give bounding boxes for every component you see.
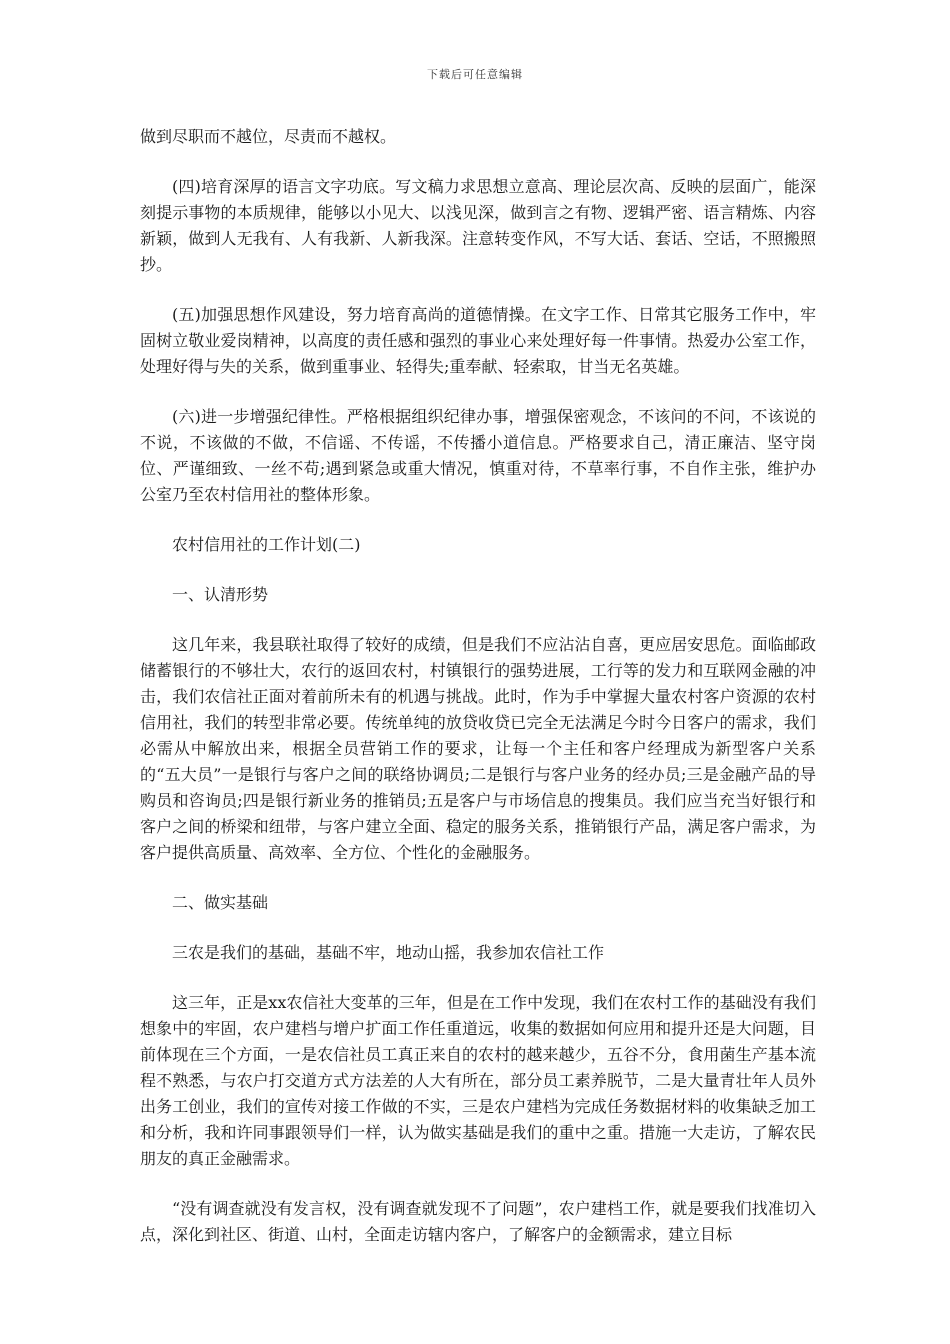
document-subtitle: 农村信用社的工作计划(二) — [172, 535, 361, 554]
paragraph-foundation: 这三年，正是xx农信社大变革的三年，但是在工作中发现，我们在农村工作的基础没有我们想象中的牢固，农户建档与增户扩面工作任重道远，收集的数据如何应用和提升还是大问题，目前体现在三个方面，一是农信社员工真正来自的农村的越来越少，五谷不分，食用菌生产基本流程不熟悉，与农户打交道方式方法差的人大有所在，部分员工素养脱节，二是大量青壮年人员外出务工创业，我们的宣传对接工作做的不实，三是农户建档为完成任务数据材料的收集缺乏加工和分析，我和许同事跟领导们一样，认为做实基础是我们的重中之重。措施一大走访，了解农民朋友的真正金融需求。 — [140, 993, 816, 1168]
paragraph-section-5: (五)加强思想作风建设，努力培育高尚的道德情操。在文字工作、日常其它服务工作中，牢固树立敬业爱岗精神，以高度的责任感和强烈的事业心来处理好每一件事情。热爱办公室工作，处理好得与失的关系，做到重事业、轻得失;重奉献、轻索取，甘当无名英雄。 — [140, 305, 816, 376]
paragraph-section-4: (四)培育深厚的语言文字功底。写文稿力求思想立意高、理论层次高、反映的层面广，能深刻提示事物的本质规律，能够以小见大、以浅见深，做到言之有物、逻辑严密、语言精炼、内容新颖，做到人无我有、人有我新、人新我深。注意转变作风，不写大话、套话、空话，不照搬照抄。 — [140, 177, 816, 274]
page-header: 下载后可任意编辑 — [427, 68, 523, 81]
heading-2: 二、做实基础 — [172, 893, 269, 912]
heading-1: 一、认清形势 — [172, 585, 269, 604]
paragraph-section-6: (六)进一步增强纪律性。严格根据组织纪律办事，增强保密观念，不该问的不问，不该说的不说，不该做的不做，不信谣、不传谣，不传播小道信息。严格要求自己，清正廉洁、坚守岗位、严谨细致、一丝不苟;遇到紧急或重大情况，慎重对待，不草率行事，不自作主张，维护办公室乃至农村信用社的整体形象。 — [140, 407, 816, 504]
paragraph-continuation: 做到尽职而不越位，尽责而不越权。 — [140, 127, 397, 146]
paragraph-situation: 这几年来，我县联社取得了较好的成绩，但是我们不应沾沾自喜，更应居安思危。面临邮政储蓄银行的不够壮大，农行的返回农村，村镇银行的强势进展，工行等的发力和互联网金融的冲击，我们农信社正面对着前所未有的机遇与挑战。此时，作为手中掌握大量农村客户资源的农村信用社，我们的转型非常必要。传统单纯的放贷收贷已完全无法满足今时今日客户的需求，我们必需从中解放出来，根据全员营销工作的要求，让每一个主任和客户经理成为新型客户关系的“五大员”一是银行与客户之间的联络协调员;二是银行与客户业务的经办员;三是金融产品的导购员和咨询员;四是银行新业务的推销员;五是客户与市场信息的搜集员。我们应当充当好银行和客户之间的桥梁和纽带，与客户建立全面、稳定的服务关系，推销银行产品，满足客户需求，为客户提供高质量、高效率、全方位、个性化的金融服务。 — [140, 635, 816, 862]
paragraph-foundation-intro: 三农是我们的基础，基础不牢，地动山摇，我参加农信社工作 — [172, 943, 605, 962]
paragraph-investigation: “没有调查就没有发言权，没有调查就发现不了问题”，农户建档工作，就是要我们找准切入点，深化到社区、街道、山村，全面走访辖内客户，了解客户的金额需求，建立目标 — [140, 1199, 816, 1244]
document-body — [140, 124, 816, 1248]
